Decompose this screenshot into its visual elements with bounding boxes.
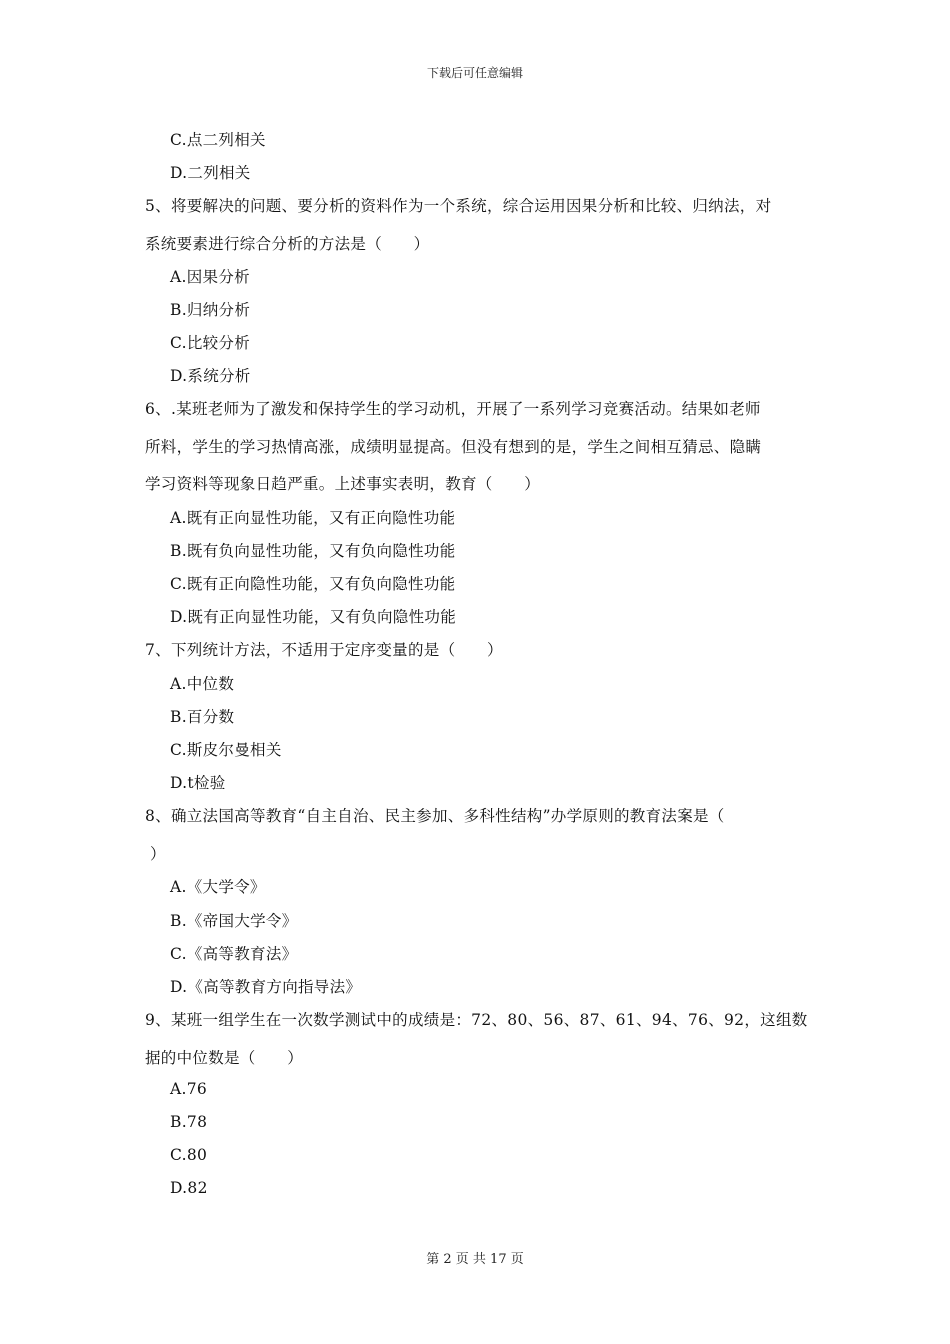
option-b: B.既有负向显性功能，又有负向隐性功能 xyxy=(170,542,456,560)
option-a: A.因果分析 xyxy=(170,268,250,286)
option-c: C.比较分析 xyxy=(170,334,251,352)
question-9: 9、某班一组学生在一次数学测试中的成绩是：72、80、56、87、61、94、76、92，这组数 xyxy=(145,1011,808,1029)
option-c: C.既有正向隐性功能，又有负向隐性功能 xyxy=(170,575,456,593)
option-d: D.t检验 xyxy=(170,774,226,792)
option-a: A.既有正向显性功能，又有正向隐性功能 xyxy=(170,509,456,527)
question-6-cont: 学习资料等现象日趋严重。上述事实表明，教育（ ） xyxy=(145,475,541,493)
option-b: B.78 xyxy=(170,1113,208,1131)
question-8: 8、确立法国高等教育“自主自治、民主参加、多科性结构”办学原则的教育法案是（ xyxy=(145,807,725,825)
option-b: B.归纳分析 xyxy=(170,301,251,319)
option-a: A.76 xyxy=(170,1080,208,1098)
option-c: C.《高等教育法》 xyxy=(170,945,298,963)
question-9-cont: 据的中位数是（ ） xyxy=(145,1049,304,1067)
option-d: D.《高等教育方向指导法》 xyxy=(170,978,362,996)
page-footer: 第 2 页 共 17 页 xyxy=(426,1252,524,1267)
question-5-cont: 系统要素进行综合分析的方法是（ ） xyxy=(145,235,430,253)
question-7: 7、下列统计方法，不适用于定序变量的是（ ） xyxy=(145,641,503,659)
option-d: D.系统分析 xyxy=(170,367,251,385)
option-c: C.80 xyxy=(170,1146,208,1164)
page-header: 下载后可任意编辑 xyxy=(426,66,523,80)
option-a: A.《大学令》 xyxy=(170,878,266,896)
option-d: D.二列相关 xyxy=(170,164,251,182)
option-d: D.既有正向显性功能，又有负向隐性功能 xyxy=(170,608,457,626)
option-b: B.《帝国大学令》 xyxy=(170,912,298,930)
question-5: 5、将要解决的问题、要分析的资料作为一个系统，综合运用因果分析和比较、归纳法，对 xyxy=(145,197,772,215)
question-6: 6、.某班老师为了激发和保持学生的学习动机，开展了一系列学习竞赛活动。结果如老师 xyxy=(145,400,761,418)
option-c: C.点二列相关 xyxy=(170,131,266,149)
option-a: A.中位数 xyxy=(170,675,235,693)
option-d: D.82 xyxy=(170,1179,208,1197)
option-c: C.斯皮尔曼相关 xyxy=(170,741,282,759)
option-b: B.百分数 xyxy=(170,708,235,726)
question-6-cont: 所料，学生的学习热情高涨，成绩明显提高。但没有想到的是，学生之间相互猜忌、隐瞒 xyxy=(145,438,762,456)
question-8-cont: ） xyxy=(150,845,166,863)
